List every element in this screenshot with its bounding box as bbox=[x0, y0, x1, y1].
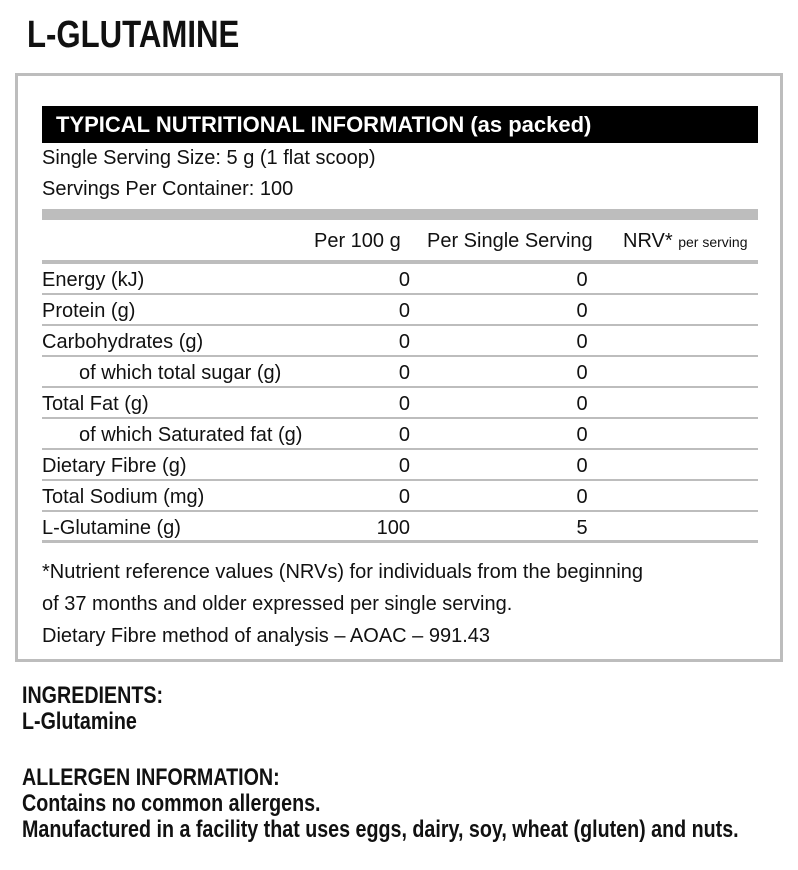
footnote-line: *Nutrient reference values (NRVs) for individuals from the beginning bbox=[42, 561, 644, 583]
table-row bbox=[42, 512, 758, 543]
nutrient-label: Protein (g) bbox=[42, 300, 136, 322]
column-header-per-serving: Per Single Serving bbox=[427, 230, 593, 252]
serving-size: Single Serving Size: 5 g (1 flat scoop) bbox=[42, 147, 376, 169]
ingredients-text: L-Glutamine bbox=[22, 708, 137, 735]
nutrient-label: Dietary Fibre (g) bbox=[42, 455, 187, 477]
per-serving-value: 0 bbox=[576, 393, 588, 415]
per-100g-value: 0 bbox=[398, 300, 410, 322]
per-serving-value: 0 bbox=[576, 424, 588, 446]
per-serving-value: 0 bbox=[576, 455, 588, 477]
nutrient-label: L-Glutamine (g) bbox=[42, 517, 181, 539]
table-row bbox=[42, 481, 758, 512]
column-header-per-100g: Per 100 g bbox=[314, 230, 401, 252]
table-row bbox=[42, 295, 758, 326]
nutrient-label: Total Fat (g) bbox=[42, 393, 149, 415]
per-serving-value: 0 bbox=[576, 269, 588, 291]
table-row bbox=[42, 388, 758, 419]
per-100g-value: 0 bbox=[398, 455, 410, 477]
per-100g-value: 100 bbox=[376, 517, 410, 539]
nutrient-label: Total Sodium (mg) bbox=[42, 486, 205, 508]
grey-divider bbox=[42, 209, 758, 220]
nutrition-panel bbox=[15, 73, 783, 662]
per-100g-value: 0 bbox=[398, 362, 410, 384]
table-row bbox=[42, 326, 758, 357]
table-row bbox=[42, 357, 758, 388]
allergen-line: Manufactured in a facility that uses eggs, dairy, soy, wheat (gluten) and nuts. bbox=[22, 816, 739, 843]
nrv-label: NRV* bbox=[623, 230, 673, 252]
column-header-nrv bbox=[623, 229, 747, 254]
per-100g-value: 0 bbox=[398, 331, 410, 353]
table-row bbox=[42, 450, 758, 481]
nutrition-header: TYPICAL NUTRITIONAL INFORMATION (as packed) bbox=[42, 106, 758, 143]
per-100g-value: 0 bbox=[398, 269, 410, 291]
nrv-suffix: per serving bbox=[678, 234, 748, 250]
ingredients-heading: INGREDIENTS: bbox=[22, 682, 164, 709]
nutrient-label: Energy (kJ) bbox=[42, 269, 145, 291]
footnote-line: Dietary Fibre method of analysis – AOAC – 991.43 bbox=[42, 625, 491, 647]
per-100g-value: 0 bbox=[398, 486, 410, 508]
nutrient-label: of which Saturated fat (g) bbox=[79, 424, 303, 446]
allergen-heading: ALLERGEN INFORMATION: bbox=[22, 764, 280, 791]
footnote-line: of 37 months and older expressed per single serving. bbox=[42, 593, 513, 615]
table-row bbox=[42, 419, 758, 450]
nutrient-label: of which total sugar (g) bbox=[79, 362, 282, 384]
table-row bbox=[42, 264, 758, 295]
per-serving-value: 0 bbox=[576, 362, 588, 384]
per-serving-value: 0 bbox=[576, 486, 588, 508]
per-serving-value: 0 bbox=[576, 300, 588, 322]
per-100g-value: 0 bbox=[398, 393, 410, 415]
allergen-line: Contains no common allergens. bbox=[22, 790, 321, 817]
servings-per-container: Servings Per Container: 100 bbox=[42, 178, 294, 200]
per-100g-value: 0 bbox=[398, 424, 410, 446]
per-serving-value: 5 bbox=[576, 517, 588, 539]
per-serving-value: 0 bbox=[576, 331, 588, 353]
nutrient-label: Carbohydrates (g) bbox=[42, 331, 204, 353]
product-title: L-GLUTAMINE bbox=[27, 14, 240, 56]
